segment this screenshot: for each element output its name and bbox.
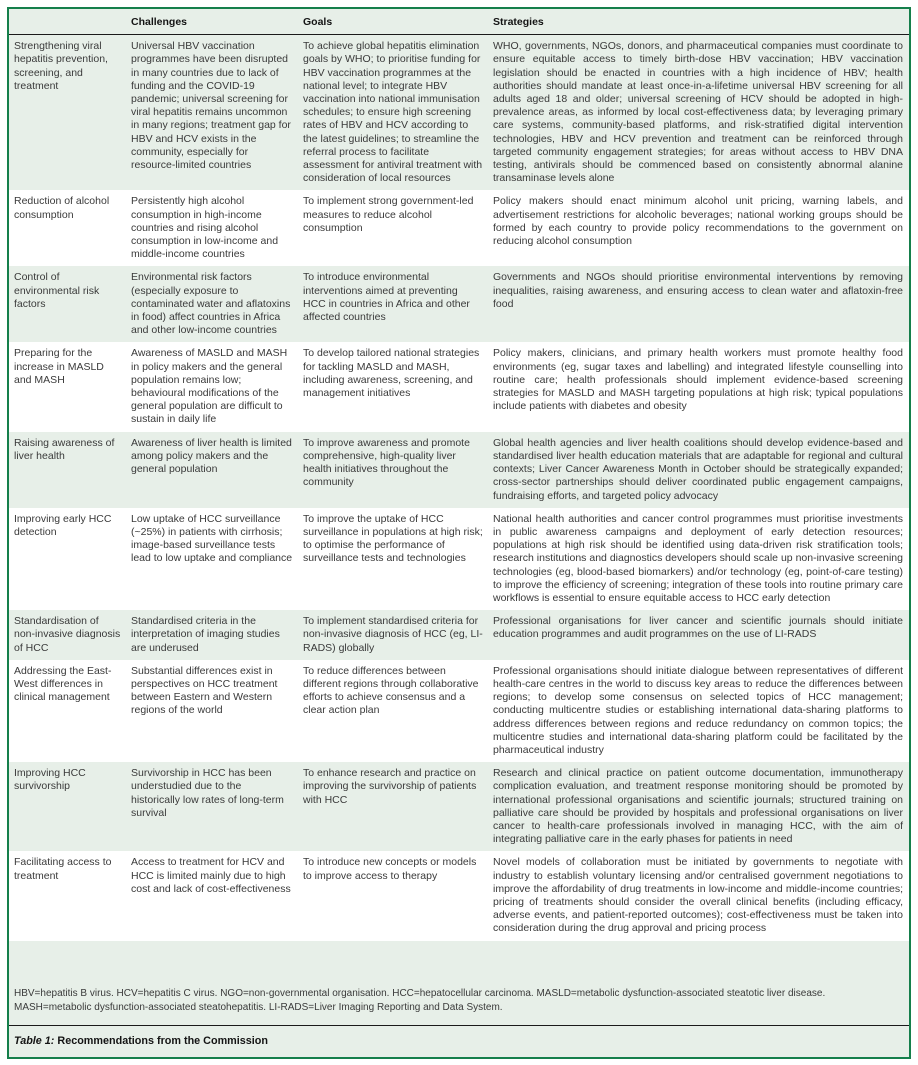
table-footer-block [9, 979, 909, 1057]
table-row [9, 762, 909, 851]
cell-goals: To introduce new concepts or models to improve access to therapy [303, 856, 477, 882]
header-strategies: Strategies [493, 9, 909, 35]
recommendations-table [9, 9, 909, 941]
row-topic: Addressing the East-West differences in clinical management [14, 664, 112, 704]
cell-strategies: Policy makers should enact minimum alcohol unit pricing, warning labels, and advertisement restrictions for alcoholic beverages; national working groups should be formed by each country to provide policy recommendations to the government on reducing alcohol consumption [493, 195, 903, 248]
row-topic: Improving HCC survivorship [14, 767, 86, 793]
cell-goals: To improve the uptake of HCC surveillance in populations at high risk; to optimise the performance of surveillance tests and technologies [303, 512, 483, 565]
cell-goals: To introduce environmental interventions aimed at preventing HCC in countries in Africa and other affected countries [303, 271, 470, 324]
cell-strategies: Professional organisations should initiate dialogue between representatives of different health-care centres in the world to discuss key areas to reduce the differences between regions; to develop some consensus on selected topics of HCC management; conducting multicentre studies or establishing international data-sharing platforms to address differences between regions and reduce redundancy on common topics; the multicentre studies and international data-sharing platform could be facilitated by the pharmaceutical industry [493, 664, 903, 756]
table-row [9, 508, 909, 610]
cell-goals: To develop tailored national strategies for tackling MASLD and MASH, including awareness, screening, and management initiatives [303, 347, 480, 400]
table-row [9, 35, 909, 191]
table-row [9, 660, 909, 762]
table-row [9, 432, 909, 508]
table-row [9, 190, 909, 266]
table-row [9, 610, 909, 660]
row-topic: Raising awareness of liver health [14, 436, 115, 462]
row-topic: Strengthening viral hepatitis prevention, screening, and treatment [14, 40, 108, 92]
cell-goals: To achieve global hepatitis elimination goals by WHO; to prioritise funding for HBV vaccination programmes at the national level; to integrate HBV vaccination into national immunisation schedules; to ensure high screening rates of HBV and HCV according to the latest guidelines; to streamline the referral process to facilitate assessment for antiviral treatment with consideration of local resources [303, 40, 483, 185]
header-challenges: Challenges [131, 9, 303, 35]
table-frame [7, 7, 911, 1059]
cell-goals: To reduce differences between different regions through collaborative efforts to achieve consensus and a clear action plan [303, 664, 479, 717]
cell-goals: To implement strong government-led measures to reduce alcohol consumption [303, 195, 474, 234]
cell-challenges: Access to treatment for HCV and HCC is limited mainly due to high cost and lack of cost-effectiveness [131, 856, 291, 895]
cell-strategies: Professional organisations for liver cancer and scientific journals should initiate education programmes and audit programmes on the use of LI-RADS [493, 615, 903, 641]
table-row [9, 342, 909, 431]
table-caption-title: Recommendations from the Commission [54, 1035, 268, 1047]
cell-goals: To improve awareness and promote comprehensive, high-quality liver health initiatives throughout the community [303, 436, 470, 489]
row-topic: Control of environmental risk factors [14, 271, 100, 310]
header-topic [9, 9, 131, 35]
cell-strategies: Research and clinical practice on patient outcome documentation, immunotherapy complication evaluation, and treatment response monitoring should be promoted by international professional organisations and scientific journals; structured training on palliative care should be provided by hospitals and professional organisations on liver cancer to health-care professionals involved in managing HCC, with the aim of integrating palliative care in the early phases for patients in need [493, 767, 903, 846]
cell-strategies: Governments and NGOs should prioritise environmental interventions by removing inequalities, raising awareness, and ensuring access to clean water and aflatoxin-free food [493, 271, 903, 310]
table-caption [9, 1026, 909, 1057]
cell-goals: To implement standardised criteria for non-invasive diagnosis of HCC (eg, LI-RADS) globally [303, 615, 483, 654]
cell-challenges: Persistently high alcohol consumption in high-income countries and rising alcohol consumption in low-income and middle-income countries [131, 195, 279, 261]
cell-challenges: Low uptake of HCC surveillance (~25%) in patients with cirrhosis; image-based surveillance tests lead to low uptake and compliance [131, 512, 293, 565]
header-row [9, 9, 909, 35]
table-caption-label: Table 1: [14, 1035, 55, 1047]
row-topic: Standardisation of non-invasive diagnosis of HCC [14, 615, 121, 654]
cell-challenges: Survivorship in HCC has been understudied due to the historically low rates of long-term survival [131, 767, 284, 819]
row-topic: Facilitating access to treatment [14, 856, 112, 882]
cell-goals: To enhance research and practice on improving the survivorship of patients with HCC [303, 767, 477, 806]
cell-challenges: Awareness of MASLD and MASH in policy makers and the general population remains low; behavioural modifications of the general population are difficult to sustain in daily life [131, 347, 288, 426]
cell-strategies: National health authorities and cancer control programmes must prioritise investments in public awareness campaigns and deployment of early detection resources; populations at high risk should be identified using data-driven risk stratification tools; research institutions and diagnostics developers should scale up non-invasive screening technologies (eg, blood-based biomarkers) and/or technology (eg, point-of-care testing) to improve the efficiency of screening; integration of these tools into routine primary care workflows is essential to ensure equitable access to HCC early detection [493, 512, 903, 604]
cell-strategies: Policy makers, clinicians, and primary health workers must promote healthy food environments (eg, sugar taxes and labelling) and integrated lifestyle counselling into routine care; health professionals should implement evidence-based screening strategies for MASLD and MASH targeting populations at high risk; typical populations include patients with diabetes and obesity [493, 347, 903, 413]
cell-challenges: Awareness of liver health is limited among policy makers and the general population [131, 436, 292, 476]
cell-strategies: WHO, governments, NGOs, donors, and pharmaceutical companies must coordinate to ensure equitable access to timely birth-dose HBV vaccination; HBV vaccination legislation should be enacted in countries with a high incidence of HBV; health authorities should mandate at least once-in-a-lifetime universal HBV screening for all adults aged 18 and older; universal screening of HCV should be adopted in high-prevalence areas, as informed by local cost-effectiveness data; by leveraging primary care systems, community-based platforms, and risk-stratified digital intervention technologies, HBV and HCV prevention and treatment can be reinforced through targeted community engagement strategies; for areas without access to HBV DNA testing, antivirals should be commenced based on consistently abnormal alanine transaminase levels alone [493, 40, 903, 185]
abbreviations-footnote: HBV=hepatitis B virus. HCV=hepatitis C virus. NGO=non-governmental organisation. HCC=hepatocellular carcinoma. MASLD=metabolic dysfunction-associated steatotic liver disease. MASH=metabolic dysfunction-associated steatohepatitis. LI-RADS=Liver Imaging Reporting and Data System. [14, 988, 826, 1013]
cell-challenges: Universal HBV vaccination programmes have been disrupted in many countries due to lack of funding and the COVID-19 pandemic; universal screening for viral hepatitis remains uncommon in many regions; treatment gap for HBV and HCV exists in the community, especially for resource-limited countries [131, 40, 291, 172]
table-row [9, 851, 909, 940]
cell-challenges: Substantial differences exist in perspectives on HCC treatment between Eastern and Western regions of the world [131, 664, 278, 717]
row-topic: Reduction of alcohol consumption [14, 195, 110, 221]
table-row [9, 266, 909, 342]
cell-challenges: Standardised criteria in the interpretation of imaging studies are underused [131, 615, 280, 654]
row-topic: Improving early HCC detection [14, 512, 112, 538]
header-goals: Goals [303, 9, 493, 35]
cell-challenges: Environmental risk factors (especially exposure to contaminated water and aflatoxins in food) affect countries in Africa and other low-income countries [131, 271, 291, 337]
cell-strategies: Novel models of collaboration must be initiated by governments to negotiate with industry to establish voluntary licensing and/or centralised government negotiations to improve the affordability of drug treatments in low-income and middle-income countries; pricing of treatments should consider the overall clinical benefits (including efficacy, adverse events, and patient-reported outcomes); cost-effectiveness must be taken into consideration during the drug approval and pricing process [493, 856, 903, 935]
cell-strategies: Global health agencies and liver health coalitions should develop evidence-based and standardised liver health education materials that are adaptable for regional and cultural contexts; Liver Cancer Awareness Month in October should be strategically expanded; cross-sector partnerships should deliver coordinated public engagement campaigns, fundraising efforts, and targeted policy advocacy [493, 436, 903, 502]
row-topic: Preparing for the increase in MASLD and MASH [14, 347, 104, 386]
